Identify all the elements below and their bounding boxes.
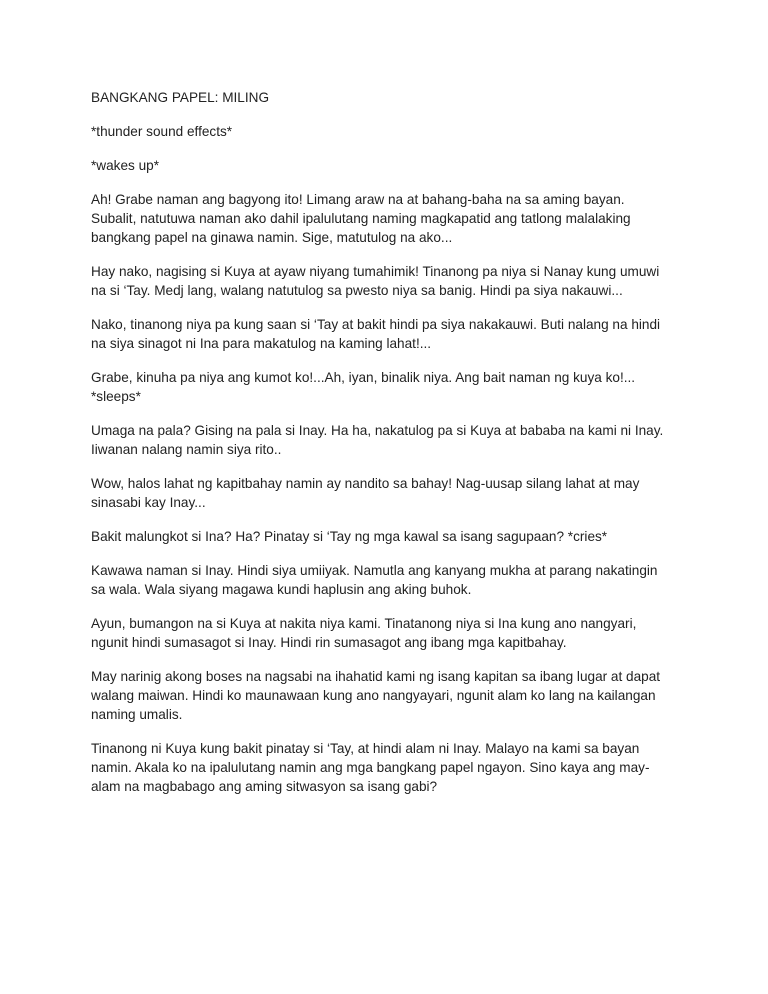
document-title: BANGKANG PAPEL: MILING <box>91 90 270 105</box>
paragraph: *wakes up* <box>91 158 160 173</box>
paragraph: Umaga na pala? Gising na pala si Inay. Ha ha, nakatulog pa si Kuya at bababa na kami ni Inay. Iiwanan nalang namin siya rito.. <box>91 423 664 457</box>
paragraph: *thunder sound effects* <box>91 124 233 139</box>
paragraph: May narinig akong boses na nagsabi na ihahatid kami ng isang kapitan sa ibang lugar at dapat walang maiwan. Hindi ko maunawaan kung ano nangyayari, ngunit alam ko lang na kailangan naming umalis. <box>91 669 661 722</box>
paragraph: Grabe, kinuha pa niya ang kumot ko!...Ah, iyan, binalik niya. Ang bait naman ng kuya ko!... *sleeps* <box>91 370 636 404</box>
paragraph: Ayun, bumangon na si Kuya at nakita niya kami. Tinatanong niya si Ina kung ano nangyari, ngunit hindi sumasagot si Inay. Hindi rin sumasagot ang ibang mga kapitbahay. <box>91 616 637 650</box>
paragraph: Kawawa naman si Inay. Hindi siya umiiyak. Namutla ang kanyang mukha at parang nakatingin sa wala. Wala siyang magawa kundi haplusin ang aking buhok. <box>91 563 658 597</box>
paragraph: Hay nako, nagising si Kuya at ayaw niyang tumahimik! Tinanong pa niya si Nanay kung umuwi na si ‘Tay. Medj lang, walang natutulog sa pwesto niya sa banig. Hindi pa siya nakauwi... <box>91 264 660 298</box>
paragraph: Tinanong ni Kuya kung bakit pinatay si ‘Tay, at hindi alam ni Inay. Malayo na kami sa bayan namin. Akala ko na ipalulutang namin ang mga bangkang papel ngayon. Sino kaya ang may- alam na magbabago ang aming sitwasyon sa isang gabi? <box>91 741 650 794</box>
document-body <box>91 88 691 811</box>
paragraph: Nako, tinanong niya pa kung saan si ‘Tay at bakit hindi pa siya nakakauwi. Buti nalang na hindi na siya sinagot ni Ina para makatulog na kaming lahat!... <box>91 317 661 351</box>
paragraph: Bakit malungkot si Ina? Ha? Pinatay si ‘Tay ng mga kawal sa isang sagupaan? *cries* <box>91 529 608 544</box>
paragraph: Ah! Grabe naman ang bagyong ito! Limang araw na at bahang-baha na sa aming bayan. Subalit, natutuwa naman ako dahil ipalulutang naming magkapatid ang tatlong malalaking bangkang papel na ginawa namin. Sige, matutulog na ako... <box>91 192 631 245</box>
paragraph: Wow, halos lahat ng kapitbahay namin ay nandito sa bahay! Nag-uusap silang lahat at may sinasabi kay Inay... <box>91 476 640 510</box>
